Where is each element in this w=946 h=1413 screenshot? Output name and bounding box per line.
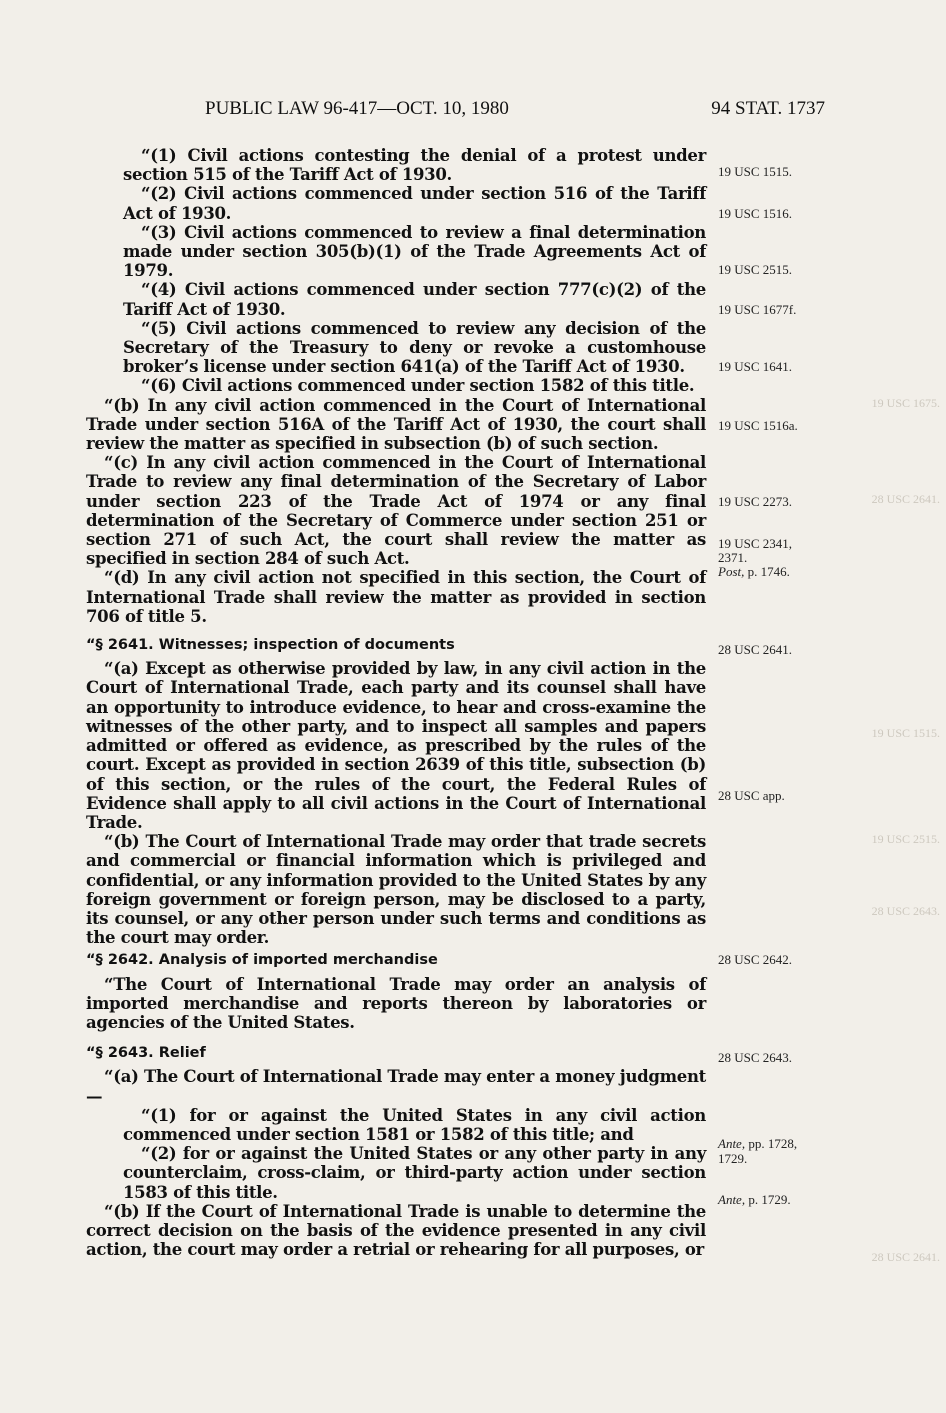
section-2643-heading: “§ 2643. Relief xyxy=(86,1045,206,1062)
clause-3: “(3) Civil actions commenced to review a final determination made under section 305(b)(1) of the Trade Agreements Act of 1979. xyxy=(123,222,706,281)
margin-note: 19 USC 1516. xyxy=(718,206,793,221)
section-2641-b: “(b) The Court of International Trade may order that trade secrets and commercial or financial information which is privileged and confidential, or any information provided to the United States by any foreign government or foreign person, may be disclosed to a party, its counsel, or any other person under such terms and conditions as the court may order. xyxy=(86,832,706,948)
margin-note: 19 USC 1641. xyxy=(718,359,793,374)
margin-note: 28 USC 2643. xyxy=(718,1050,793,1065)
running-header xyxy=(205,98,825,128)
bleed-through-note: 28 USC 2643. xyxy=(871,904,940,918)
bleed-through-note: 28 USC 2641. xyxy=(871,492,940,506)
header-public-law: PUBLIC LAW 96-417—OCT. 10, 1980 xyxy=(205,98,509,119)
clause-1: “(1) Civil actions contesting the denial of a protest under section 515 of the Tariff Act of 1930. xyxy=(123,146,706,185)
margin-note: Ante, p. 1729. xyxy=(718,1192,791,1207)
section-2641-a: “(a) Except as otherwise provided by law, in any civil action in the Court of International Trade, each party and its counsel shall have an opportunity to introduce evidence, to hear and cross-examine the witnesses of the other party, and to inspect all samples and papers admitted or offered as evidence, as prescribed by the rules of the court. Except as provided in section 2639 of this title, subsection (b) of this section, or the rules of the court, the Federal Rules of Evidence shall apply to all civil actions in the Court of International Trade. xyxy=(86,659,706,832)
margin-note: 19 USC 1516a. xyxy=(718,418,798,433)
subsection-c: “(c) In any civil action commenced in the Court of International Trade to review any final determination of the Secretary of Labor under section 223 of the Trade Act of 1974 or any final determination of the Secretary of Commerce under section 251 or section 271 of such Act, the court shall review the matter as specified in section 284 of such Act. xyxy=(86,453,706,569)
section-2643-a: “(a) The Court of International Trade may enter a money judgment— xyxy=(86,1067,706,1106)
margin-note: Post, p. 1746. xyxy=(718,564,790,579)
margin-note: 19 USC 2273. xyxy=(718,494,793,509)
section-2643-b: “(b) If the Court of International Trade is unable to determine the correct decision on the basis of the evidence presented in any civil action, the court may order a retrial or rehearing for all purposes, or xyxy=(86,1201,706,1260)
section-2642-heading: “§ 2642. Analysis of imported merchandise xyxy=(86,952,438,969)
section-2642-text: “The Court of International Trade may order an analysis of imported merchandise and reports thereon by laboratories or agencies of the United States. xyxy=(86,974,706,1032)
clause-4: “(4) Civil actions commenced under section 777(c)(2) of the Tariff Act of 1930. xyxy=(123,280,706,319)
clause-5: “(5) Civil actions commenced to review any decision of the Secretary of the Treasury to deny or revoke a customhouse broker’s license under section 641(a) of the Tariff Act of 1930. xyxy=(123,318,706,377)
margin-note: 1729. xyxy=(718,1151,748,1166)
bleed-through-note: 19 USC 1515. xyxy=(871,726,940,740)
subsection-b: “(b) In any civil action commenced in the Court of International Trade under section 516A of the Tariff Act of 1930, the court shall review the matter as specified in subsection (b) of such section. xyxy=(86,395,706,454)
bleed-through-note: 28 USC 2641. xyxy=(871,1250,940,1264)
subsection-d: “(d) In any civil action not specified in this section, the Court of International Trade shall review the matter as provided in section 706 of title 5. xyxy=(86,568,706,626)
section-2643-a-2: “(2) for or against the United States or any other party in any counterclaim, cross-claim, or third-party action under section 1583 of this title. xyxy=(123,1144,706,1202)
margin-note: 28 USC app. xyxy=(718,788,785,803)
margin-note: 19 USC 2515. xyxy=(718,262,793,277)
section-2641-heading: “§ 2641. Witnesses; inspection of documents xyxy=(86,637,455,654)
section-2643-a-1: “(1) for or against the United States in any civil action commenced under section 1581 or 1582 of this title; and xyxy=(123,1105,706,1144)
margin-note: 19 USC 1515. xyxy=(718,164,793,179)
clause-6: “(6) Civil actions commenced under section 1582 of this title. xyxy=(141,376,695,396)
bleed-through-note: 19 USC 2515. xyxy=(871,832,940,846)
header-stat-page: 94 STAT. 1737 xyxy=(711,98,825,119)
margin-note: 28 USC 2641. xyxy=(718,642,793,657)
margin-note: 2371. xyxy=(718,550,748,565)
margin-note: 28 USC 2642. xyxy=(718,952,793,967)
clause-2: “(2) Civil actions commenced under section 516 of the Tariff Act of 1930. xyxy=(123,184,706,223)
margin-note: 19 USC 2341, xyxy=(718,536,793,551)
margin-note: Ante, pp. 1728, xyxy=(718,1136,798,1151)
statute-text xyxy=(86,146,706,1259)
bleed-through-note: 19 USC 1675. xyxy=(871,396,940,410)
margin-note: 19 USC 1677f. xyxy=(718,302,797,317)
